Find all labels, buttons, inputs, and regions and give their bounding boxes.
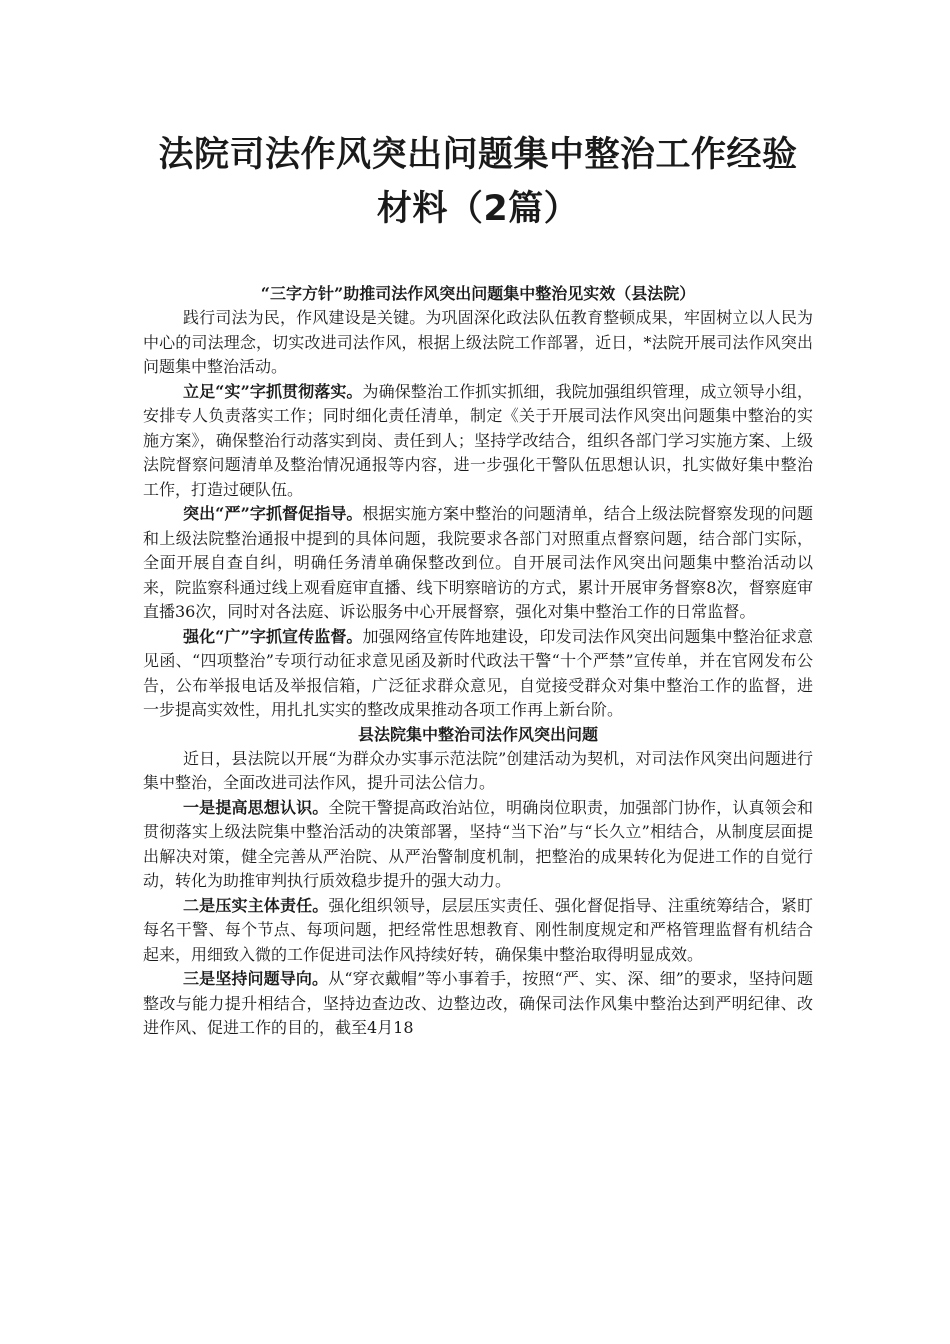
article-1-heading: “三字方针”助推司法作风突出问题集中整治见实效（县法院） xyxy=(260,284,696,303)
article-1-paragraph-3-body: 加强网络宣传阵地建设，印发司法作风突出问题集中整治征求意见函、“四项整治”专项行动征求意见函及新时代政法干警“十个严禁”宣传单，并在官网发布公告，公布举报电话及举报信箱，广泛征求群众意见，自觉接受群众对集中整治工作的监督，进一步提高实效性，用扎扎实实的整改成果推动各项工作再上新台阶。 xyxy=(143,626,813,719)
article-2-paragraph-1-body: 全院干警提高政治站位，明确岗位职责，加强部门协作，认真领会和贯彻落实上级法院集中整治活动的决策部署，坚持“当下治”与“长久立”相结合，从制度层面提出解决对策，健全完善从严治院、从严治警制度机制，把整治的成果转化为促进工作的自觉行动，转化为助推审判执行质效稳步提升的强大动力。 xyxy=(143,797,813,890)
article-2-paragraph-2-lead: 二是压实主体责任。 xyxy=(183,895,329,915)
article-1-paragraph-2-lead: 突出“严”字抓督促指导。 xyxy=(183,504,363,523)
article-2-paragraph-3 xyxy=(143,967,813,1041)
article-1-paragraph-1 xyxy=(143,380,813,503)
document-page xyxy=(143,128,813,1041)
document-title xyxy=(143,128,813,236)
article-2-paragraph-1 xyxy=(143,796,813,894)
article-1-paragraph-3-lead: 强化“广”字抓宣传监督。 xyxy=(183,626,363,646)
article-2-paragraph-3-lead: 三是坚持问题导向。 xyxy=(183,969,329,988)
article-1-paragraph-2-body: 根据实施方案中整治的问题清单，结合上级法院督察发现的问题和上级法院整治通报中提到的具体问题，我院要求各部门对照重点督察问题，结合部门实际，全面开展自查自纠，明确任务清单确保整改到位。自开展司法作风突出问题集中整治活动以来，院监察科通过线上观看庭审直播、线下明察暗访的方式，累计开展审务督察8次，督察庭审直播36次，同时对各法庭、诉讼服务中心开展督察，强化对集中整治工作的日常监督。 xyxy=(143,504,813,621)
title-line-1: 法院司法作风突出问题集中整治工作经验 xyxy=(158,135,798,175)
article-2-intro: 近日，县法院以开展“为群众办实事示范法院”创建活动为契机，对司法作风突出问题进行集中整治，全面改进司法作风，提升司法公信力。 xyxy=(143,748,813,792)
article-1-paragraph-1-body: 为确保整治工作抓实抓细，我院加强组织管理，成立领导小组，安排专人负责落实工作；同时细化责任清单，制定《关于开展司法作风突出问题集中整治的实施方案》，确保整治行动落实到岗、责任到人；坚持学改结合，组织各部门学习实施方案、上级法院督察问题清单及整治情况通报等内容，进一步强化干警队伍思想认识，扎实做好集中整治工作，打造过硬队伍。 xyxy=(143,381,813,499)
article-2-paragraph-1-lead: 一是提高思想认识。 xyxy=(183,797,329,817)
article-2 xyxy=(143,723,813,1041)
article-2-paragraph-3-body: 从“穿衣戴帽”等小事着手，按照“严、实、深、细”的要求，坚持问题整改与能力提升相结合，坚持边查边改、边整边改，确保司法作风集中整治达到严明纪律、改进作风、促进工作的目的，截至4月18 xyxy=(143,969,813,1037)
article-1-paragraph-1-lead: 立足“实”字抓贯彻落实。 xyxy=(183,381,363,401)
article-1 xyxy=(143,282,813,723)
article-2-paragraph-2-body: 强化组织领导，层层压实责任、强化督促指导、注重统筹结合，紧盯每名干警、每个节点、每项问题，把经常性思想教育、刚性制度规定和严格管理监督有机结合起来，用细致入微的工作促进司法作风持续好转，确保集中整治取得明显成效。 xyxy=(143,895,813,964)
article-1-intro: 践行司法为民，作风建设是关键。为巩固深化政法队伍教育整顿成果，牢固树立以人民为中心的司法理念，切实改进司法作风，根据上级法院工作部署，近日，*法院开展司法作风突出问题集中整治活动。 xyxy=(143,308,813,376)
article-2-heading: 县法院集中整治司法作风突出问题 xyxy=(357,724,598,744)
title-spacer xyxy=(143,236,813,282)
title-line-2: 材料（2篇） xyxy=(376,189,580,229)
article-1-paragraph-3 xyxy=(143,625,813,723)
article-2-paragraph-2 xyxy=(143,894,813,968)
article-1-paragraph-2 xyxy=(143,502,813,625)
